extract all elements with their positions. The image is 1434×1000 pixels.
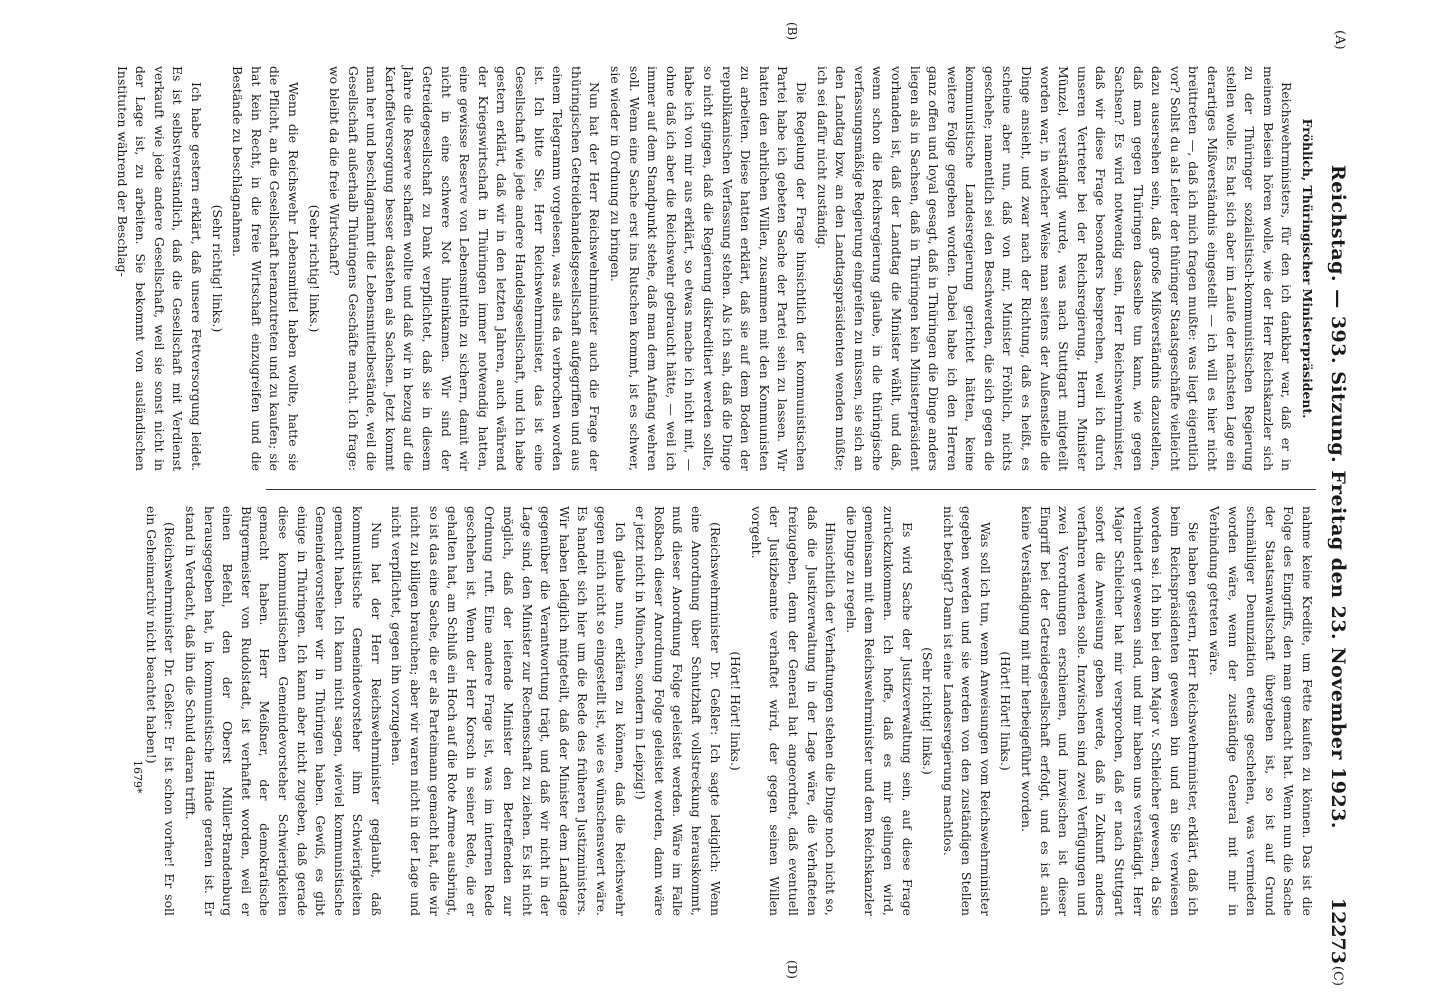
margin-marker-c: (C) (1330, 965, 1345, 986)
speaker-line: Fröhlich, Thüringischer Ministerpräsident. (1300, 118, 1315, 419)
signature-number: 1679* (131, 760, 144, 794)
page-header (1319, 30, 1349, 986)
right-text-column (143, 506, 1316, 916)
interjection: (Hört! Hört! links.) (728, 651, 744, 771)
interjection: (Hört! Hört! links.) (998, 651, 1014, 771)
paragraph: Reichswehrministers, für den ich dankbar war, daß er in meinem Beisein hören wolle, wie der Herr Reichskanzler sich zu der Thüringer sozialistisch-kommunistischen Regierung stellen wolle. Es hat sich aber im Laufe der nächsten Lage ein derartiges Mißverständnis eingestellt — ich will es hier nicht breittreten —, daß ich mich fragen mußte: was liegt eigentlich vor? Sollst du als Leiter der thüringer Staatsgeschäfte vielleicht dazu ausersehen sein, daß große Mißverständnis dazustellen, daß man gegen Thüringen dasselbe tun kann, wie gegen Sachsen? Es wird notwendig sein, Herr Reichswehrminister, daß wir diese Frage besonders besprechen, weil ich durch unseren Vertreter bei der Reichsregierung, Herrn Minister Münzel, verständigt wurde, was nach Stuttgart mitgeteilt worden war, in welcher Weise man seitens der Außenstelle die Dinge ansieht, und zwar nach der Richtung, daß es heißt, es scheine aber nun, daß von mir, Minister Fröhlich, nichts geschehe; namentlich sei den Beschwerden, die sich gegen die kommunistische Landesregierung gerichtet hätten, keine weitere Folge gegeben worden. Dabei habe ich den Herren ganz offen und loyal gesagt, daß in Thüringen die Dinge anders liegen als in Sachsen, daß in Thüringen kein Ministerpräsident vorhanden ist, daß der Landtag die Minister wählt, und daß, wenn schon die Reichsregierung glaube, in die thüringische verfassungsmäßige Regierung eingreifen zu müssen, sie sich an den Landtag bzw. an den Landtagspräsidenten wenden müßte; ich sei dafür nicht zuständig. (814, 66, 1295, 471)
paragraph: nahme keine Kredite, um Fette kaufen zu können. Das ist die Folge des Eingriffs, den man gemacht hat. Wenn nun die Sache der Staatsanwaltschaft übergeben ist, so ist auf Grund schmähliger Denunziation etwas geschehen, was vermieden worden wäre, wenn der zuständige General mit mir in Verbindung getreten wäre. (1207, 506, 1315, 916)
margin-marker-a: (A) (1332, 30, 1347, 50)
column-divider (266, 489, 1316, 490)
paragraph: Ich glaube nun, erklären zu können, daß die Reichswehr gegen mich nicht so eingestellt ist, wie es wünschenswert wäre. Es handelt sich hier um die Rede des früheren Justizministers. Wir haben lediglich mitgeteilt, daß der Minister dem Landtage gegenüber die Verantwortung trägt, und daß wir nicht in der Lage sind, den Minister zur Rechenschaft zu ziehen. Es ist nicht möglich, daß der leitende Minister den Betreffenden zur Ordnung ruft. Eine andere Frage ist, was im internen Rede geschehen ist. Wenn der Herr Korsch in seiner Rede, die er gehalten hat, am Schluß ein Hoch auf die Rote Armee ausbringt, so ist das eine Sache, die er als Parteimann gemacht hat, die wir nicht zu billigen brauchen; aber wir waren nicht in der Lage und nicht verpflichtet, gegen ihn vorzugehen. (389, 506, 628, 916)
paragraph: Ich habe gestern erklärt, daß unsere Fettversorgung leidet. Es ist selbstverständlich, daß die Gesellschaft mit Verdienst verkauft wie jede andere Gesellschaft, weil sie sonst nicht in der Lage ist, zu arbeiten. Sie bekommt von ausländischen Instituten während der Beschlag- (114, 66, 204, 471)
paragraph: (Reichswehrminister Dr. Geßler: Ich sagte lediglich: Wenn eine Anordnung über Schutzhaft vollstreckung herauskommt, muß dieser Anordnung Folge geleistet werden. Wäre im Falle Roßbach dieser Anordnung Folge geleistet worden, dann wäre er jetzt nicht in München, sondern in Leipzig!) (633, 506, 723, 916)
paragraph: Hinsichtlich der Verhaftungen stehen die Dinge noch nicht so, daß die Justizverwaltung in der Lage wäre, die Verhafteten freizugeben, denn der General hat angeordnet, daß eventuell der Justizbeamte verhaftet wird, der gegen seinen Willen vorgeht. (748, 506, 839, 916)
left-text-column (114, 66, 1316, 471)
paragraph: Nun hat der Herr Reichswehrminister geglaubt, daß kommunistische Gemeindevorsteher ihm Schwierigkeiten gemacht haben. Ich kann nicht sagen, wieviel kommunistische Gemeindevorsteher wir in Thüringen haben. Gewiß, es gibt einige in Thüringen. Ich kann aber nicht zugeben, daß gerade diese kommunistischen Gemeindevorsteher Schwierigkeiten gemacht haben. Herr Meißner, der demokratische Bürgermeister von Rudolstadt, ist verhaftet worden, weil er einen Befehl, den der Oberst Müller-Brandenburg herausgegeben hat, in kommunistische Hände geraten ist. Er stand in Verdacht, daß ihn die Schuld daran trifft. (182, 506, 384, 916)
paragraph: Es wird Sache der Justizverwaltung sein, auf diese Frage zurückzukommen. Ich hoffe, daß es mir gelingen wird, gemeinsam mit dem Reichswehrminister und dem Reichskanzler die Dinge zu regeln. (843, 506, 915, 916)
paragraph: Was soll ich tun, wenn Anweisungen vom Reichswehrminister gegeben werden und sie werden von den zuständigen Stellen nicht befolgt? Dann ist eine Landesregierung machtlos. (940, 506, 993, 916)
page-number: 12273 (1327, 897, 1349, 964)
paragraph: Sie haben gestern, Herr Reichswehrminister, erklärt, daß ich beim Reichspräsidenten gewesen bin und an Sie verwiesen worden sei. Ich bin bei dem Major v. Schleicher gewesen, da Sie verhindert gewesen sind, und mir haben uns verständigt. Herr Major Schleicher hat mir versprochen, daß er nach Stuttgart sofort die Anweisung geben werde, daß in Zukunft anders verfahren werden solle. Inzwischen sind zwei Verfügungen und zwei Verordnungen erschienen, und inzwischen ist dieser Eingriff bei der Getreidegesellschaft erfolgt, und es ist auch keine Verständigung mit mir herbeigeführt worden. (1019, 506, 1202, 916)
margin-marker-d: (D) (785, 960, 799, 979)
page-title: Reichstag. — 393. Sitzung. Freitag den 23. November 1923. (1327, 164, 1349, 830)
paragraph: Die Regelung der Frage hinsichtlich der kommunistischen Partei habe ich gebeten Sache der Partei sein zu lassen. Wir hatten den ehrlichen Willen, zusammen mit den Kommunisten zu arbeiten. Diese hatten erklärt, daß sie auf dem Boden der republikanischen Verfassung stehen. Als ich sah, daß die Dinge so nicht gingen, daß die Regierung diskreditiert werden sollte, habe ich von mir aus erklärt, so etwas mache ich nicht mit, — ohne daß ich aber die Reichswehr gebraucht hätte, — weil ich immer auf dem Standpunkt stehe, daß man dem Anfang wehren soll. Wenn eine Sache erst ins Rutschen kommt, ist es schwer, sie wieder in Ordnung zu bringen. (608, 66, 809, 471)
paragraph: (Reichswehrminister Dr. Geßler: Er ist schon vorher! Er soll ein Geheimarchiv nicht beachtet haben!) (143, 506, 178, 916)
interjection: (Sehr richtig! links.) (920, 647, 936, 775)
paragraph: Wenn die Reichswehr Lebensmittel haben wollte, hatte sie die Pflicht, an die Gesellschaft heranzutreten und zu kaufen; sie hat kein Recht, in die freie Wirtschaft einzugreifen und die Bestände zu beschlagnahmen. (230, 66, 301, 471)
margin-marker-b: (B) (785, 22, 799, 41)
interjection: (Sehr richtig! links.) (306, 204, 322, 333)
paragraph: Nun hat der Herr Reichswehrminister auch die Frage der thüringischen Getreidehandelsgesellschaft aufgegriffen und aus einem Telegramm vorgelesen, was alles da verbrochen worden ist. Ich bitte Sie, Herr Reichswehrminister, das ist eine Gesellschaft wie jede andere Handelsgesellschaft, und ich habe gestern erklärt, daß wir in den letzten Jahren, auch während der Kriegswirtschaft in Thüringen immer notwendig hatten, eine gewisse Reserve von Lebensmitteln zu sichern, damit wir nicht in eine schwere Not hineinkamen. Wir sind der Getreidegesellschaft zu Dank verpflichtet, daß sie in diesem Jahre die Reserve schaffen wollte und daß wir in bezug auf die Kartoffelversorgung besser dastehen als Sachsen. Jetzt kommt man her und beschlagnahmt die Lebensmittelbestände, weil die Gesellschaft außerhalb Thüringens Geschäfte macht. Ich frage: wo bleibt da die freie Wirtschaft? (327, 66, 603, 471)
interjection: (Sehr richtig! links.) (209, 204, 225, 333)
